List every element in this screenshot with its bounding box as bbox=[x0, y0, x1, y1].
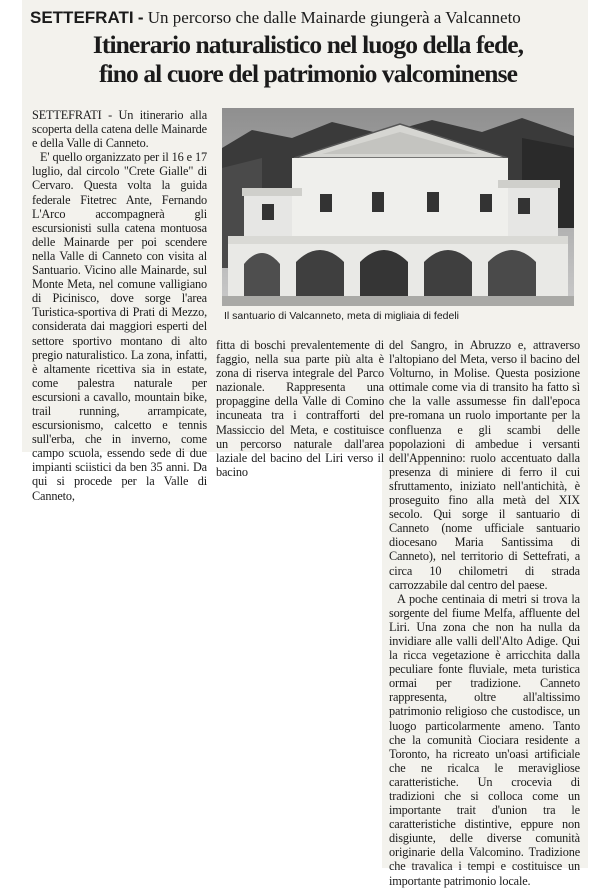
column-1-paragraph-2: E' quello organizzato per il 16 e 17 luglio, dal circolo "Crete Gialle" di Cervaro. Questa volta la guida federale Fitetrec Ante, Fernando L'Arco accompagnerà gli escursionisti sulla catena montuosa delle Mainarde per poi scendere nella Valle di Canneto con visita al Santuario. Vicino alle Mainarde, sul Monte Meta, nel comune valligiano di Picinisco, dove sorge l'area Turistica-sportiva di Prati di Mezzo, considerata dai maggiori esperti del settore sportivo montano di alto pregio naturalistico. La zona, infatti, è altamente ricettiva sia in estate, come palestra naturale per escursioni a cavallo, mountain bike, trail running, arrampicate, escursionismo, calcetto e tennis sull'erba, che in inverno, come campo scuola, essendo sede di due impianti sciistici da ben 35 anni. Da qui si procede per la Valle di Canneto, bbox=[32, 150, 207, 503]
sanctuary-photo bbox=[222, 108, 574, 306]
column-1-paragraph-1: SETTEFRATI - Un itinerario alla scoperta della catena delle Mainarde e della Valle di Canneto. bbox=[32, 108, 207, 151]
kicker bbox=[30, 8, 521, 28]
column-1 bbox=[32, 108, 207, 503]
column-3-paragraph-1: del Sangro, in Abruzzo e, attraverso l'altopiano del Meta, verso il bacino del Volturno, in Molise. Questa posizione ottimale come via di transito ha fatto sì che la valle assumesse fin dall'epoca pre-romana un ruolo importante per la confluenza e gli scambi delle popolazioni di ambedue i versanti dell'Appennino: ruolo accentuato dalla presenza di miniere di ferro il cui sfruttamento, iniziato nell'antichità, è proseguito fino alla metà del XIX secolo. Qui sorge il santuario di Canneto (nome ufficiale santuario diocesano Maria Santissima di Canneto), nel territorio di Settefrati, a circa 10 chilometri di strada carrozzabile dal centro del paese. bbox=[389, 338, 580, 592]
headline-line-1: Itinerario naturalistico nel luogo della fede, bbox=[92, 30, 524, 59]
kicker-separator: - bbox=[137, 8, 144, 27]
photo-caption: Il santuario di Valcanneto, meta di migliaia di fedeli bbox=[224, 310, 460, 322]
column-3 bbox=[389, 338, 580, 888]
headline-line-2: fino al cuore del patrimonio valcominense bbox=[98, 59, 518, 88]
kicker-place: SETTEFRATI bbox=[30, 8, 134, 27]
column-2 bbox=[216, 338, 384, 479]
column-2-paragraph-1: fitta di boschi prevalentemente di faggio, nella sua parte più alta è zona di riserva integrale del Parco nazionale. Rappresenta una propaggine della Valle di Comino incuneata tra i contrafforti del Massiccio del Meta, e costituisce un percorso naturale dall'area laziale del bacino del Liri verso il bacino bbox=[216, 338, 384, 479]
kicker-text: Un percorso che dalle Mainarde giungerà a Valcanneto bbox=[147, 8, 521, 27]
headline bbox=[38, 30, 578, 88]
column-3-paragraph-2: A poche centinaia di metri si trova la sorgente del fiume Melfa, affluente del Liri. Una zona che non ha nulla da invidiare alle valli dell'Alto Adige. Qui la ricca vegetazione è arricchita dalla peculiare fonte fluviale, meta turistica ormai per tradizione. Canneto rappresenta, oltre all'altissimo patrimonio religioso che custodisce, un luogo particolarmente ameno. Tanto che la comunità Ciociara residente a Toronto, ha ricreato un'oasi artificiale che ne ricalca le meravigliose caratteristiche. Un crocevia di tradizioni che si colloca come un importante trait d'union tra le caratteristiche distintive, eppure non disgiunte, delle diverse comunità originarie della Valcomino. Tradizione che travalica i tempi e costituisce un importante patrimonio locale. bbox=[389, 591, 580, 888]
